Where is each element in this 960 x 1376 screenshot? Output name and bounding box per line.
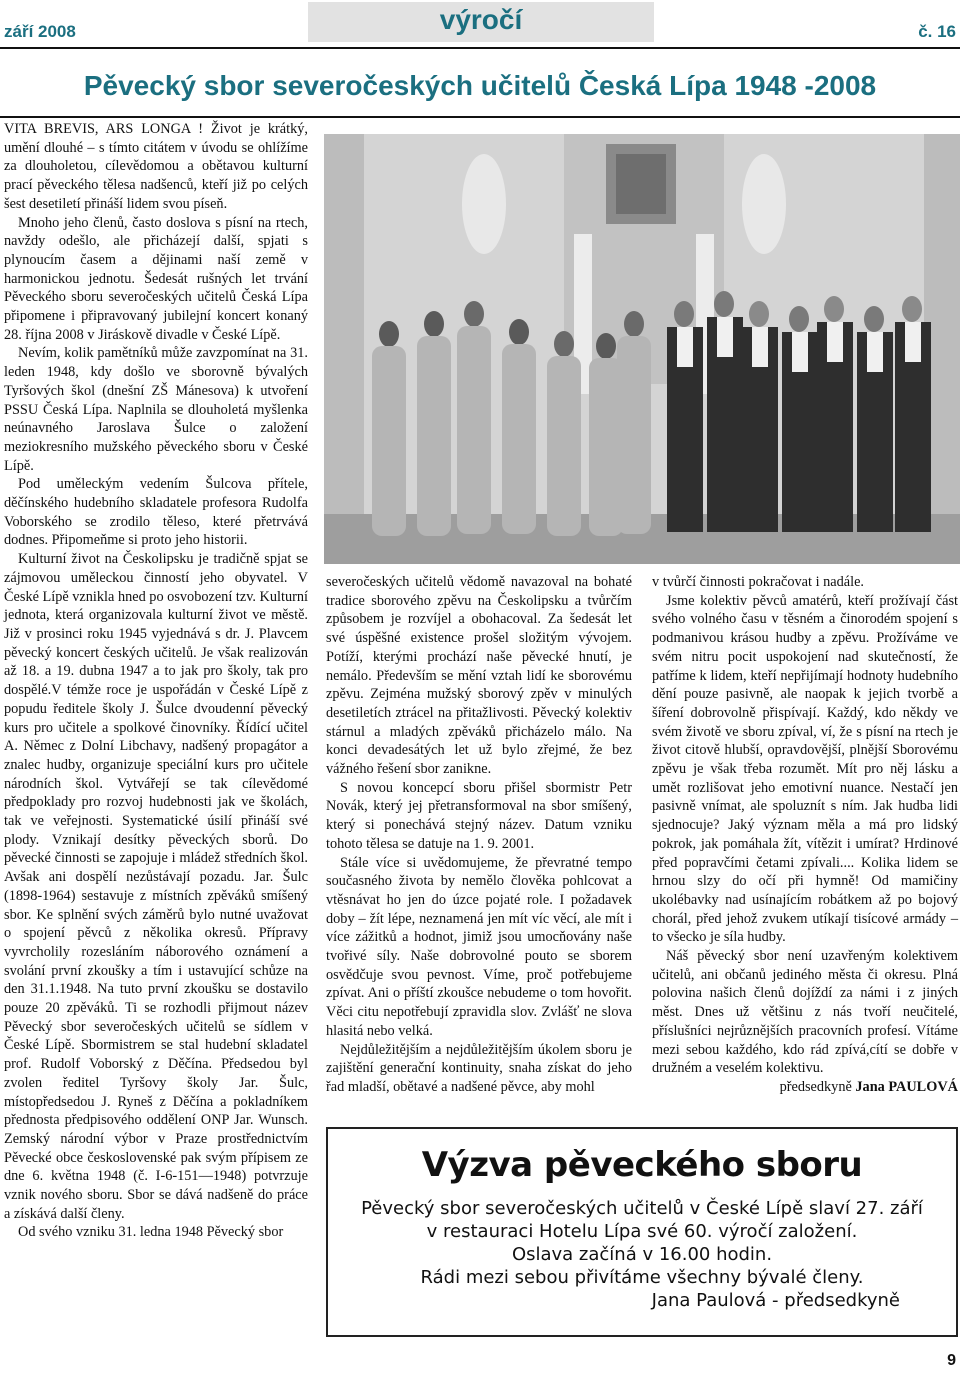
paragraph: VITA BREVIS, ARS LONGA ! Život je krátký, umění dlouhé – s tímto citátem v úvodu se ohlížíme za dlouholetou, cílevědomou a obětavou kulturní prací pěveckého tělesa nadšenců, kteří již po celých šest desetiletí přináší lidem svou píseň.: [4, 121, 308, 212]
paragraph: Od svého vzniku 31. ledna 1948 Pěvecký sbor: [18, 1224, 284, 1241]
paragraph: Pod uměleckým vedením Šulcova přítele, děčínského hudebního skladatele profesora Rudolfa Voborského se zrodilo těleso, které přetrvává dodnes. Připomeňme si proto jeho historii.: [4, 476, 308, 549]
paragraph: Mnoho jeho členů, často doslova s písní na rtech, navždy odešlo, ale přicházejí další, spjati s plynoucím časem a dějinami naší země v harmonickou jednotu. Šedesát rušných let trvání Pěveckého sboru severočeských učitelů Česká Lípa připomene i připravovaný jubilejní koncert konaný 28. října 2008 v Jiráskově divadle v České Lípě.: [4, 214, 308, 343]
paragraph: S novou koncepcí sboru přišel sbormistr Petr Novák, který jej přetransformoval na sbor smíšený, který si ponechává stejný název. Datum vzniku tohoto tělesa se datuje na 1. 9. 2001.: [326, 779, 632, 852]
paragraph: Kulturní život na Českolipsku je tradičně spjat se zájmovou uměleckou činností jeho obyvatel. V České Lípě vznikla hned po osvobození tzv. Kulturní jednota, která organizovala kulturní život ve městě. Již v prosinci roku 1945 vyjednává s dr. J. Plavcem pěvecký koncert českých učitelů. Je však realizován až 18. a 19. dubna 1947 a to jak pro školy, tak pro dospělé.V témže roce je uspořádán v České Lípě z popudu ředitele školy J. Šulce dvoudenní pěvecký kurs pro učitele a spolkové činovníky. Řídící učitel A. Němec z Dolní Libchavy, nadšený propagátor a znalec hudby, organizuje speciální kurs pro učitele národních škol. Vytvářejí se tak cílevědomé předpoklady pro rozvoj hudebnosti jak ve školách, tak ve veřejnosti. Systematické úsilí přináší své plody. Vznikají desítky pěveckých sborů. Do pěvecké činnosti se zapojuje i mládež středních škol. Avšak ani dospělí nezůstávají pozadu. Jar. Šulc (1898-1964) sestavuje z místních zpěváků smíšený sbor. Ke splnění svých záměrů bylo nutné uvažovat o spojení pěvců z několika okresů. Přípravy vyvrcholily rozesláním náborového oznámení a svolání první zkoušky a tím i ustavující schůze na den 31.1.1948. Na tuto první zkoušku se dostavilo pouze 20 zpěváků. Ti se rozhodli přijmout název Pěvecký sbor severočeských učitelů se sídlem v České Lípě. Sbormistrem se stal hudební skladatel prof. Rudolf Voborský z Děčína. Předsedou byl zvolen ředitel Tyršovy školy Jar. Šulc, místopředsedou J. Ryneš z Děčína a pokladníkem přednosta předpisového oddělení ONP Jar. Wunsch. Zemský národní výbor v Praze prostřednictvím Pěvecké obce československé pak svým přípisem ze dne 6. května 1948 (č. I-6-151—1948) potvrzuje vznik nového sboru. Sbor se dává nadšeně do práce a získává další členy.: [4, 551, 309, 1222]
invitation-box: [326, 1127, 958, 1337]
signature-name: Jana PAULOVÁ: [855, 1078, 958, 1095]
header-rule: [0, 47, 960, 49]
paragraph: Náš pěvecký sbor není uzavřeným kolektivem učitelů, ani občanů jediného města či okresu. Plná polovina našich členů dojíždí za námi i z jiných měst. Dnes už většinu z nás tvoří neučitelé, příslušníci nejrůznějších pracovních profesí. Vítáme mezi sebou každého, kdo rád zpívá,cítí se dobře v družném a veselém kolektivu.: [652, 948, 958, 1077]
invitation-line: Oslava začíná v 16.00 hodin.: [511, 1244, 773, 1265]
article-column-2: [326, 573, 632, 1097]
page-number: 9: [947, 1352, 956, 1369]
paragraph: Jsme kolektiv pěvců amatérů, kteří prožívají část svého volného času v těsném a činorodém spojení s podmanivou krásou hudby a zpěvu. Prožíváme ve svém nitru pocit uspokojení nad skutečností, že patříme k lidem, kteří nepřijímají hodnoty hudebního dění pouze pasivně, ale naopak k jejich tvorbě a šíření dobrovolně přispívají. Každý, kdo někdy ve svém životě ve sboru zpíval, ví, že s písní na rtech je život citově hlubší, opravdovější, plnější Sborovému zpěvu je však třeba rozumět. Mít pro něj lásku a umět rozlišovat jeho emotivní nuance. Nestačí jen pasivně vnímat, ale spoluznít s ním. Jak hudba lidi sjednocuje? Jaký význam měla a má pro lidský pokrok, jak pomáhala žít, vítězit i umírat? Hrdinové před popravčími četami zpívali.... Kolika lidem se hrnou slzy do očí při hymně! Od mamičiny ukolébavky nad usínajícím robátkem až po bojový chorál, před jehož zvukem utíkají tisícové armády – to všecko je síla hudby.: [652, 592, 958, 946]
signature: [652, 1078, 958, 1097]
issue-number: č. 16: [918, 22, 956, 41]
invitation-line: Rádi mezi sebou přivítáme všechny bývalé členy.: [420, 1267, 864, 1288]
article-title: Pěvecký sbor severočeských učitelů Česká Lípa 1948 -2008: [83, 70, 877, 101]
paragraph: Nejdůležitějším a nejdůležitějším úkolem sboru je zajištění generační kontinuity, snaha získat do jeho řad mladší, obětavé a nadšené pěvce, aby mohl: [326, 1041, 632, 1095]
paragraph: v tvůrčí činnosti pokračovat i nadále.: [652, 574, 865, 590]
section-title: výročí: [308, 2, 654, 42]
choir-photo: [324, 134, 960, 564]
title-rule: [0, 116, 960, 118]
header-date: září 2008: [4, 22, 76, 41]
invitation-line: Pěvecký sbor severočeských učitelů v České Lípě slaví 27. září: [361, 1198, 923, 1219]
invitation-line: v restauraci Hotelu Lípa své 60. výročí založení.: [426, 1221, 858, 1242]
article-column-3: [652, 573, 958, 1097]
invitation-signature: Jana Paulová - předsedkyně: [651, 1290, 900, 1311]
paragraph: severočeských učitelů vědomě navazoval na bohaté tradice sborového zpěvu na Českolipsku a tvůrčím způsobem je rozvíjel a obohacoval. Za šedesát let své úspěšné existence prošel složitým vývojem. Potíží, kterými prochází naše pěvecké hnutí, je nemálo. Především se mění vztah lidí ke sborovému zpěvu. Zejména mužský sborový zpěv v minulých desetiletích ztrácel na přitažlivosti. Pěvecký kolektiv stárnul a mladých zpěváků přicházelo málo. Na konci devadesátých let už bylo zřejmé, že bez vážného řešení sbor zanikne.: [326, 574, 632, 778]
article-column-1: [4, 120, 308, 1242]
paragraph: Stále více si uvědomujeme, že převratné tempo současného života by nemělo člověka pohlcovat a vtěsnávat ho jen do úzce pojaté role. I požadavek doby – žít lépe, neznamená jen mít víc věcí, ale mít i více zážitků a hodnot, jimiž jsou umocňovány naše tvořivé síly. Naše dobrovolné pouto se sborem osvědčuje svou pevnost. Víme, proč potřebujeme zpívat. Ani o příští zkoušce nebudeme o tom hovořit. Věci citu nepotřebují zpravidla slov. Zvlášť ne slova hlasitá nebo velká.: [326, 854, 632, 1039]
invitation-title: Výzva pěveckého sboru: [421, 1145, 863, 1185]
signature-role: předsedkyně: [779, 1078, 856, 1095]
paragraph: Nevím, kolik pamětníků může zavzpomínat na 31. leden 1948, kdy došlo ve sborovně bývalých Tyršových škol (dnešní ZŠ Mánesova) k utvoření PSSU Česká Lípa. Naplnila se dlouholetá myšlenka neúnavného Jaroslava Šulce o založení meziokresního mužského pěveckého sboru v České Lípě.: [4, 345, 308, 474]
